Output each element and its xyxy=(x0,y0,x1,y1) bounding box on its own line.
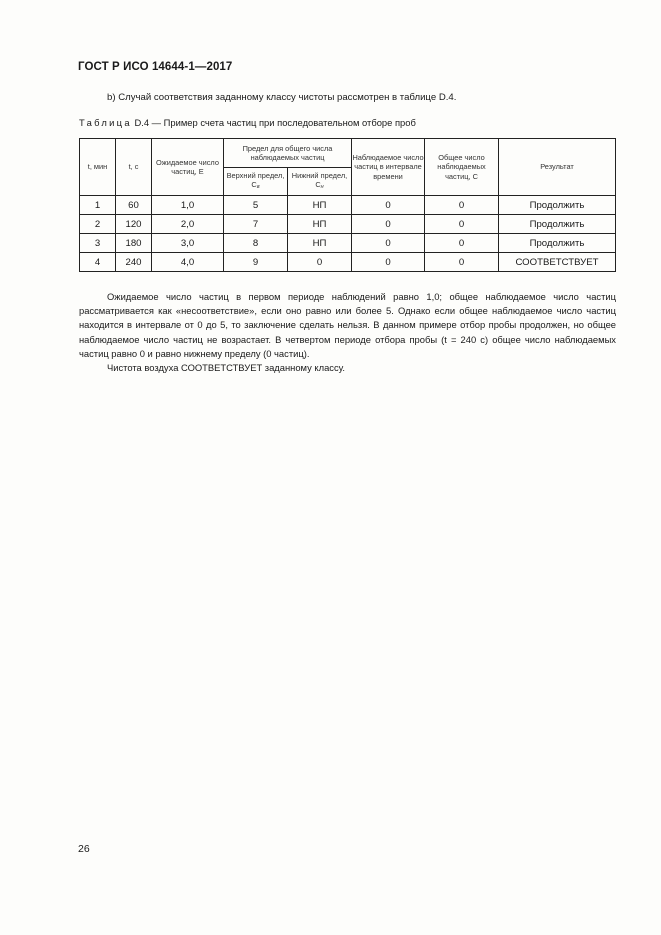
cell-observed: 0 xyxy=(352,215,425,234)
particle-count-table xyxy=(79,138,616,272)
header-t-s: t, с xyxy=(116,139,152,196)
explanation-paragraph: Ожидаемое число частиц в первом периоде наблюдений равно 1,0; общее наблюдаемое число частиц рассматривается как «несоответствие», если оно равно или более 5. Однако если общее наблюдаемое число частиц находится в интервале от 0 до 5, то заключение сделать нельзя. В данном примере отбор пробы продолжен, но общее наблюдаемое число частиц не возрастает. В четвертом периоде отбора пробы (t = 240 с) общее число наблюдаемых частиц равно 0 и равно нижнему пределу (0 частиц). xyxy=(79,291,616,359)
cell-observed: 0 xyxy=(352,253,425,272)
cell-t-min: 2 xyxy=(80,215,116,234)
cell-expected: 3,0 xyxy=(152,234,224,253)
cell-t-s: 240 xyxy=(116,253,152,272)
cell-lower: НП xyxy=(288,215,352,234)
cell-t-s: 180 xyxy=(116,234,152,253)
cell-expected: 1,0 xyxy=(152,196,224,215)
cell-observed: 0 xyxy=(352,196,425,215)
table-row xyxy=(80,215,616,234)
header-expected: Ожидаемое число частиц, E xyxy=(152,139,224,196)
cell-upper: 5 xyxy=(224,196,288,215)
header-limit-group: Предел для общего числа наблюдаемых частиц xyxy=(224,139,352,168)
cell-total: 0 xyxy=(425,253,499,272)
page-number: 26 xyxy=(78,843,90,855)
cell-lower: НП xyxy=(288,234,352,253)
cell-result: Продолжить xyxy=(499,215,616,234)
table-caption xyxy=(79,117,416,128)
header-upper xyxy=(224,168,288,196)
cell-t-s: 60 xyxy=(116,196,152,215)
cell-lower: НП xyxy=(288,196,352,215)
explanation xyxy=(79,290,616,375)
conclusion-paragraph: Чистота воздуха СООТВЕТСТВУЕТ заданному классу. xyxy=(107,362,346,374)
cell-t-s: 120 xyxy=(116,215,152,234)
cell-lower: 0 xyxy=(288,253,352,272)
header-lower-label: Нижний предел, C xyxy=(291,170,348,189)
cell-total: 0 xyxy=(425,196,499,215)
caption-number: D.4 xyxy=(134,117,150,128)
header-upper-label: Верхний предел, C xyxy=(226,170,285,189)
header-observed: Наблюдаемое число частиц в интервале времени xyxy=(352,139,425,196)
cell-observed: 0 xyxy=(352,234,425,253)
cell-total: 0 xyxy=(425,234,499,253)
cell-upper: 9 xyxy=(224,253,288,272)
cell-result: Продолжить xyxy=(499,196,616,215)
cell-expected: 4,0 xyxy=(152,253,224,272)
cell-upper: 8 xyxy=(224,234,288,253)
header-lower-sub: н xyxy=(320,184,324,190)
table-row xyxy=(80,196,616,215)
table-row xyxy=(80,234,616,253)
header-total: Общее число наблюдаемых частиц, C xyxy=(425,139,499,196)
table-body xyxy=(80,196,616,272)
document-header: ГОСТ Р ИСО 14644-1—2017 xyxy=(78,61,233,73)
cell-upper: 7 xyxy=(224,215,288,234)
cell-result: Продолжить xyxy=(499,234,616,253)
intro-text: b) Случай соответствия заданному классу чистоты рассмотрен в таблице D.4. xyxy=(107,92,457,103)
header-upper-sub: в xyxy=(256,184,260,190)
table-row xyxy=(80,253,616,272)
header-t-min: t, мин xyxy=(80,139,116,196)
cell-t-min: 3 xyxy=(80,234,116,253)
caption-text: — Пример счета частиц при последовательном отборе проб xyxy=(149,117,416,128)
header-result: Результат xyxy=(499,139,616,196)
cell-result: СООТВЕТСТВУЕТ xyxy=(499,253,616,272)
caption-label: Таблица xyxy=(79,117,132,128)
cell-expected: 2,0 xyxy=(152,215,224,234)
header-lower xyxy=(288,168,352,196)
cell-total: 0 xyxy=(425,215,499,234)
cell-t-min: 1 xyxy=(80,196,116,215)
cell-t-min: 4 xyxy=(80,253,116,272)
